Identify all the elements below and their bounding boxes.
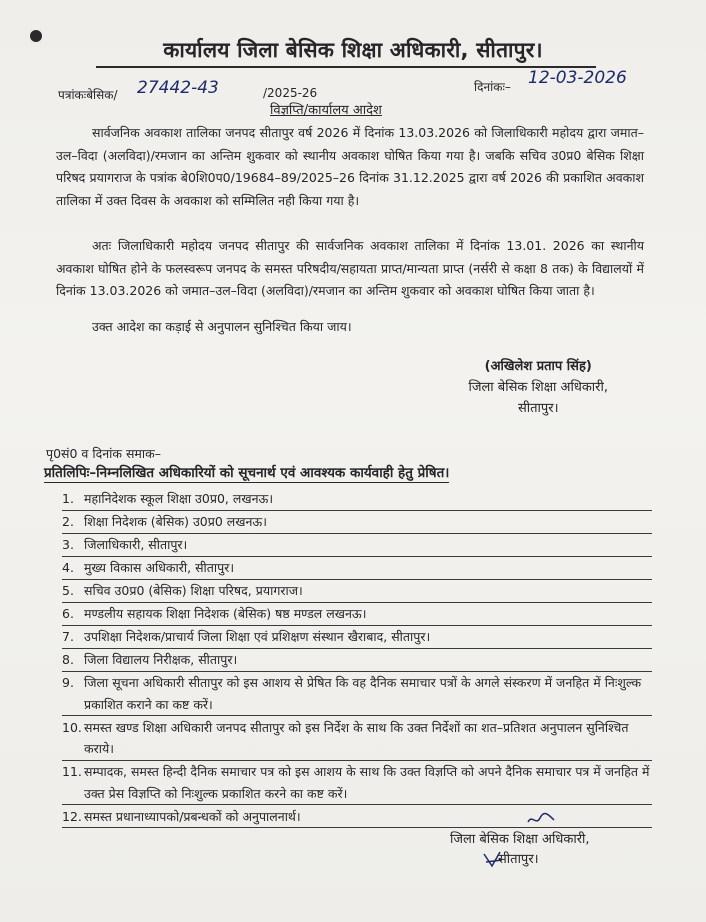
office-title: कार्यालय जिला बेसिक शिक्षा अधिकारी, सीतापुर। [163,38,543,62]
ref-year: /2025-26 [263,86,318,100]
copy-to-line: प्रतिलिपिः–निम्नलिखित अधिकारियों को सूचनार्थ एवं आवश्यक कार्यवाही हेतु प्रेषित। [44,465,450,481]
list-item: 2. शिक्षा निदेशक (बेसिक) उ0प्र0 लखनऊ। [62,511,652,534]
signatory-name: (अखिलेश प्रताप सिंह) [484,359,592,374]
signatory-designation: जिला बेसिक शिक्षा अधिकारी, [468,380,608,395]
list-item: 9. जिला सूचना अधिकारी सीतापुर को इस आशय से प्रेषित कि वह दैनिक समाचार पत्रों के अगले संस्करण में जनहित में निःशुल्क प्रकाशित कराने का कष्ट करें। [62,672,652,716]
body-paragraph-2: अतः जिलाधिकारी महोदय जनपद सीतापुर की सार्वजनिक अवकाश तालिका में दिनांक 13.01. 2026 का स्थानीय अवकाश घोषित होने के फलस्वरूप जनपद के समस्त परिषदीय/सहायता प्राप्त/मान्यता प्राप्त (नर्सरी से कक्षा 8 तक) के विद्यालयों में दिनांक 13.03.2026 को जमात–उल–विदा (अलविदा)/रमजान का अन्तिम शुकवार को अवकाश घोषित किया जाता है। [56,238,644,299]
recipient-list [62,488,652,829]
subject-heading: विज्ञप्ति/कार्यालय आदेश [270,103,382,118]
list-item: 5. सचिव उ0प्र0 (बेसिक) शिक्षा परिषद, प्रयागराज। [62,580,652,603]
signatory-designation-2: जिला बेसिक शिक्षा अधिकारी, [450,832,590,847]
signature-block-1 [468,356,608,419]
list-item: 4. मुख्य विकास अधिकारी, सीतापुर। [62,557,652,580]
signature-scribble [526,812,556,831]
list-item: 7. उपशिक्षा निदेशक/प्राचार्य जिला शिक्षा एवं प्रशिक्षण संस्थान खैराबाद, सीतापुर। [62,626,652,649]
list-item: 11. सम्पादक, समस्त हिन्दी दैनिक समाचार पत्र को इस आशय के साथ कि उक्त विज्ञप्ति को अपने दैनिक समाचार पत्र में जनहित में उक्त प्रेस विज्ञप्ति को निःशुल्क प्रकाशित करने का कष्ट करें। [62,761,652,805]
body-paragraph-1: सार्वजनिक अवकाश तालिका जनपद सीतापुर वर्ष 2026 में दिनांक 13.03.2026 को जिलाधिकारी महोदय द्वारा जमात–उल–विदा (अलविदा)/रमजान का अन्तिम शुकवार को स्थानीय अवकाश घोषित किया गया है। जबकि सचिव उ0प्र0 बेसिक शिक्षा परिषद प्रयागराज के पत्रांक बे0शि0प0/19684–89/2025–26 दिनांक 31.12.2025 द्वारा वर्ष 2026 की प्रकाशित अवकाश तालिका में उक्त दिवस के अवकाश को सम्मिलित नही किया गया है। [56,125,644,208]
list-item: 8. जिला विद्यालय निरीक्षक, सीतापुर। [62,649,652,672]
signature-block-2 [450,830,590,870]
list-item: 1. महानिदेशक स्कूल शिक्षा उ0प्र0, लखनऊ। [62,488,652,511]
date-handwritten: 12-03-2026 [528,68,627,88]
ref-number-handwritten: 27442-43 [137,78,219,98]
signatory-place: सीतापुर। [517,401,559,416]
title-underline [96,66,596,68]
list-item: 12. समस्त प्रधानाध्यापको/प्रबन्धकों को अनुपालनार्थ। [62,806,652,829]
endorsement-ref: पृ0सं0 व दिनांक समाक– [46,446,161,461]
list-item: 10. समस्त खण्ड शिक्षा अधिकारी जनपद सीतापुर को इस निर्देश के साथ कि उक्त निर्देशों का शत–प्रतिशत अनुपालन सुनिश्चित कराये। [62,717,652,761]
date-label: दिनांकः– [474,80,511,94]
list-item: 3. जिलाधिकारी, सीतापुर। [62,534,652,557]
list-item: 6. मण्डलीय सहायक शिक्षा निदेशक (बेसिक) षष्ठ मण्डल लखनऊ। [62,603,652,626]
signatory-place-2: सीतापुर। [498,852,539,867]
body-paragraph-3: उक्त आदेश का कड़ाई से अनुपालन सुनिश्चित किया जाय। [92,319,352,334]
ref-label: पत्रांकःबेसिक/ [58,88,118,102]
